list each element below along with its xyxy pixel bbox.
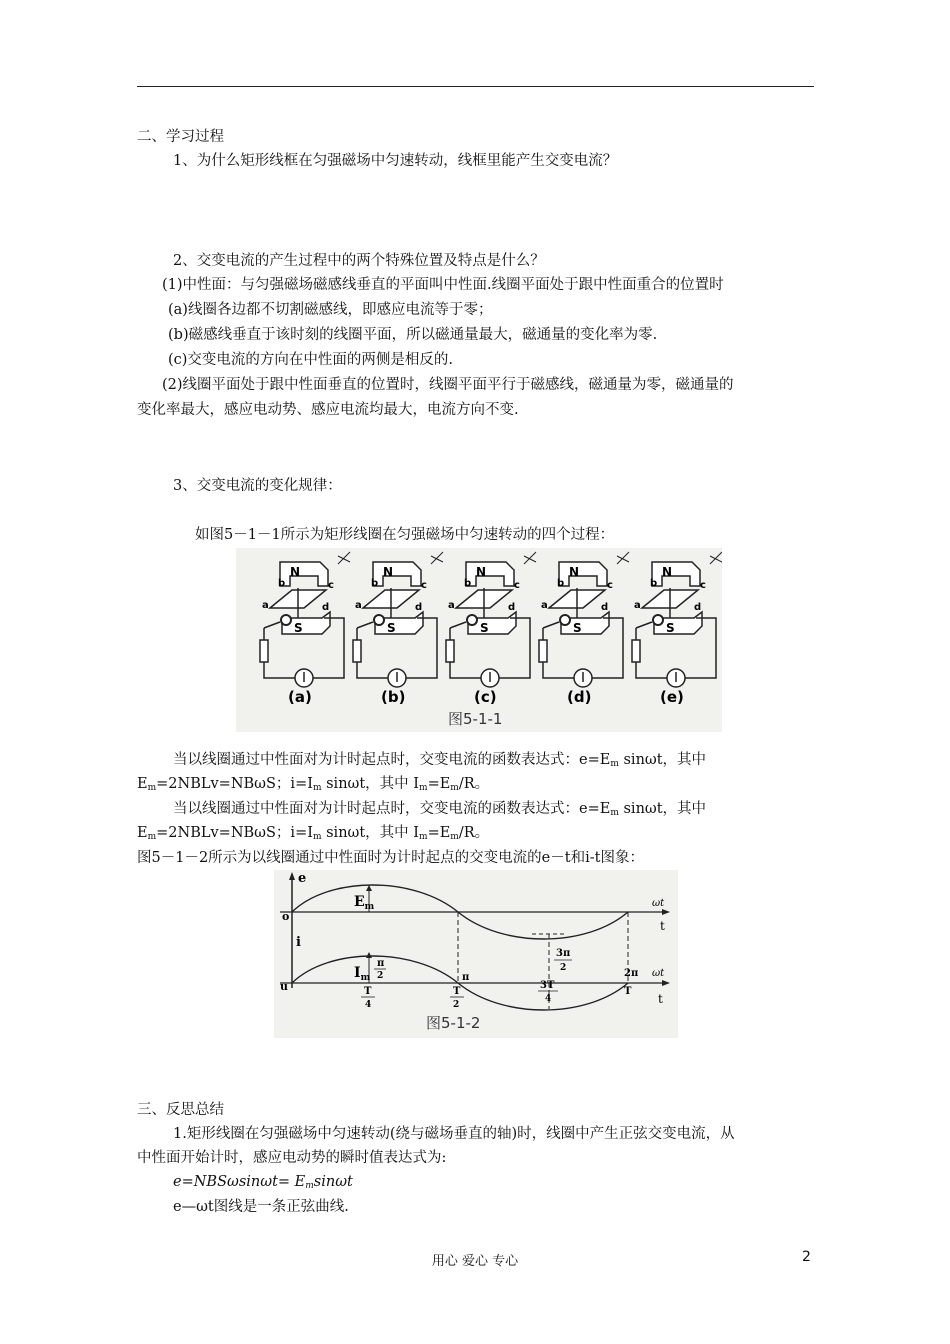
point-b: (b)磁感线垂直于该时刻的线圈平面，所以磁通量最大，磁通量的变化率为零.	[168, 327, 658, 343]
svg-text:d: d	[322, 602, 330, 613]
svg-text:S: S	[294, 621, 303, 635]
svg-text:N: N	[476, 565, 487, 579]
panel-1	[260, 552, 350, 706]
svg-text:d: d	[508, 602, 516, 613]
svg-text:d: d	[694, 602, 702, 613]
figure2-intro: 图5－1－2所示为以线圈通过中性面时为计时起点的交变电流的e－t和i-t图象：	[137, 850, 644, 866]
svg-text:i: i	[296, 935, 301, 950]
svg-text:a: a	[634, 600, 641, 611]
svg-text:S: S	[387, 621, 396, 635]
figure2-caption: 图5-1-2	[426, 1014, 481, 1032]
panel-label: (e)	[660, 688, 684, 706]
svg-text:a: a	[355, 600, 362, 611]
svg-text:b: b	[650, 578, 658, 589]
svg-text:d: d	[601, 602, 609, 613]
svg-text:b: b	[557, 578, 565, 589]
svg-text:c: c	[700, 580, 706, 591]
svg-text:4: 4	[365, 1000, 372, 1010]
point-a: (a)线圈各边都不切割磁感线，即感应电流等于零；	[168, 302, 493, 318]
header-rule	[137, 86, 814, 87]
svg-text:a: a	[448, 600, 455, 611]
svg-text:S: S	[666, 621, 675, 635]
svg-text:π: π	[377, 958, 385, 969]
footer-text: 用心 爱心 专心	[431, 1254, 519, 1269]
svg-text:b: b	[464, 578, 472, 589]
svg-text:4: 4	[545, 994, 552, 1004]
figure1-caption: 图5-1-1	[448, 710, 503, 728]
svg-text:T: T	[453, 986, 461, 997]
expression-1-line1: 当以线圈通过中性面对为计时起点时，交变电流的函数表达式：$e=E_m$ sinωt，其中	[173, 752, 707, 769]
expression-2-line2: $E_m=2NBLv=NB\omega S$；$i=I_m$ sinωt，其中 $I_m=E_m/R$。	[137, 825, 490, 842]
perpendicular-position-1: (2)线圈平面处于跟中性面垂直的位置时，线圈平面平行于磁感线，磁通量为零，磁通量的	[162, 377, 734, 393]
expression-2-line1: 当以线圈通过中性面对为计时起点时，交变电流的函数表达式：$e=E_m$ sinωt，其中	[173, 801, 707, 818]
summary-curve-line: e—ωt图线是一条正弦曲线.	[173, 1199, 349, 1215]
neutral-plane-definition: (1)中性面：与匀强磁场磁感线垂直的平面叫中性面.线圈平面处于跟中性面重合的位置时	[162, 277, 724, 293]
section-heading-3: 三、反思总结	[137, 1102, 224, 1118]
svg-text:3π: 3π	[556, 948, 571, 959]
svg-text:a: a	[262, 600, 269, 611]
panel-2	[353, 552, 443, 706]
svg-text:d: d	[415, 602, 423, 613]
svg-text:c: c	[607, 580, 613, 591]
svg-text:c: c	[328, 580, 334, 591]
svg-text:a: a	[541, 600, 548, 611]
svg-text:Im: $I_m$	[354, 965, 371, 983]
section-heading-2: 二、学习过程	[137, 129, 224, 145]
svg-text:T: T	[364, 986, 372, 997]
figure-5-1-1	[236, 548, 722, 732]
svg-text:c: c	[421, 580, 427, 591]
svg-text:Em: $E_m$	[354, 894, 375, 912]
panel-4	[539, 552, 629, 706]
summary-item1-line2: 中性面开始计时，感应电动势的瞬时值表达式为:	[137, 1150, 447, 1166]
panel-label: (d)	[567, 688, 592, 706]
perpendicular-position-2: 变化率最大，感应电动势、感应电流均最大，电流方向不变.	[137, 402, 519, 418]
svg-text:u: u	[280, 980, 288, 993]
svg-text:T: T	[624, 986, 632, 997]
svg-text:2: 2	[453, 1000, 460, 1010]
panel-3	[446, 552, 536, 706]
summary-formula: $e=NBS\omega\sin\omega t= E_m\sin\omega t$	[173, 1174, 353, 1191]
svg-text:S: S	[573, 621, 582, 635]
panel-label: (c)	[474, 688, 497, 706]
panel-5	[632, 552, 722, 706]
svg-text:b: b	[371, 578, 379, 589]
svg-text:N: N	[569, 565, 580, 579]
svg-text:2: 2	[377, 971, 384, 981]
svg-text:N: N	[383, 565, 394, 579]
svg-text:2π: 2π	[624, 968, 639, 979]
figure1-intro: 如图5－1－1所示为矩形线圈在匀强磁场中匀速转动的四个过程：	[195, 527, 615, 543]
svg-text:t: t	[660, 919, 665, 933]
point-c: (c)交变电流的方向在中性面的两侧是相反的.	[168, 352, 454, 368]
svg-text:o: o	[282, 910, 290, 923]
svg-text:N: N	[662, 565, 673, 579]
svg-text:π: π	[462, 972, 470, 983]
question-2: 2、交变电流的产生过程中的两个特殊位置及特点是什么？	[173, 253, 545, 269]
page-number: 2	[802, 1249, 811, 1265]
svg-text:e: e	[298, 871, 307, 886]
svg-text:c: c	[514, 580, 520, 591]
svg-text:3T: 3T	[540, 980, 555, 991]
svg-text:N: N	[290, 565, 301, 579]
question-3: 3、交变电流的变化规律：	[173, 478, 342, 494]
svg-text:2: 2	[560, 963, 567, 973]
svg-text:S: S	[480, 621, 489, 635]
summary-item1-line1: 1.矩形线圈在匀强磁场中匀速转动(绕与磁场垂直的轴)时，线圈中产生正弦交变电流，从	[173, 1126, 735, 1142]
svg-text:ωt: ωt	[652, 898, 665, 909]
figure-5-1-2	[274, 870, 678, 1038]
svg-text:t: t	[658, 992, 663, 1006]
svg-text:ωt: ωt	[652, 968, 665, 979]
expression-1-line2: $E_m=2NBLv=NB\omega S$；$i=I_m$ sinωt，其中 $I_m=E_m/R$。	[137, 776, 490, 793]
svg-text:b: b	[278, 578, 286, 589]
question-1: 1、为什么矩形线框在匀强磁场中匀速转动，线框里能产生交变电流？	[173, 153, 618, 169]
panel-label: (a)	[288, 688, 312, 706]
panel-label: (b)	[381, 688, 406, 706]
